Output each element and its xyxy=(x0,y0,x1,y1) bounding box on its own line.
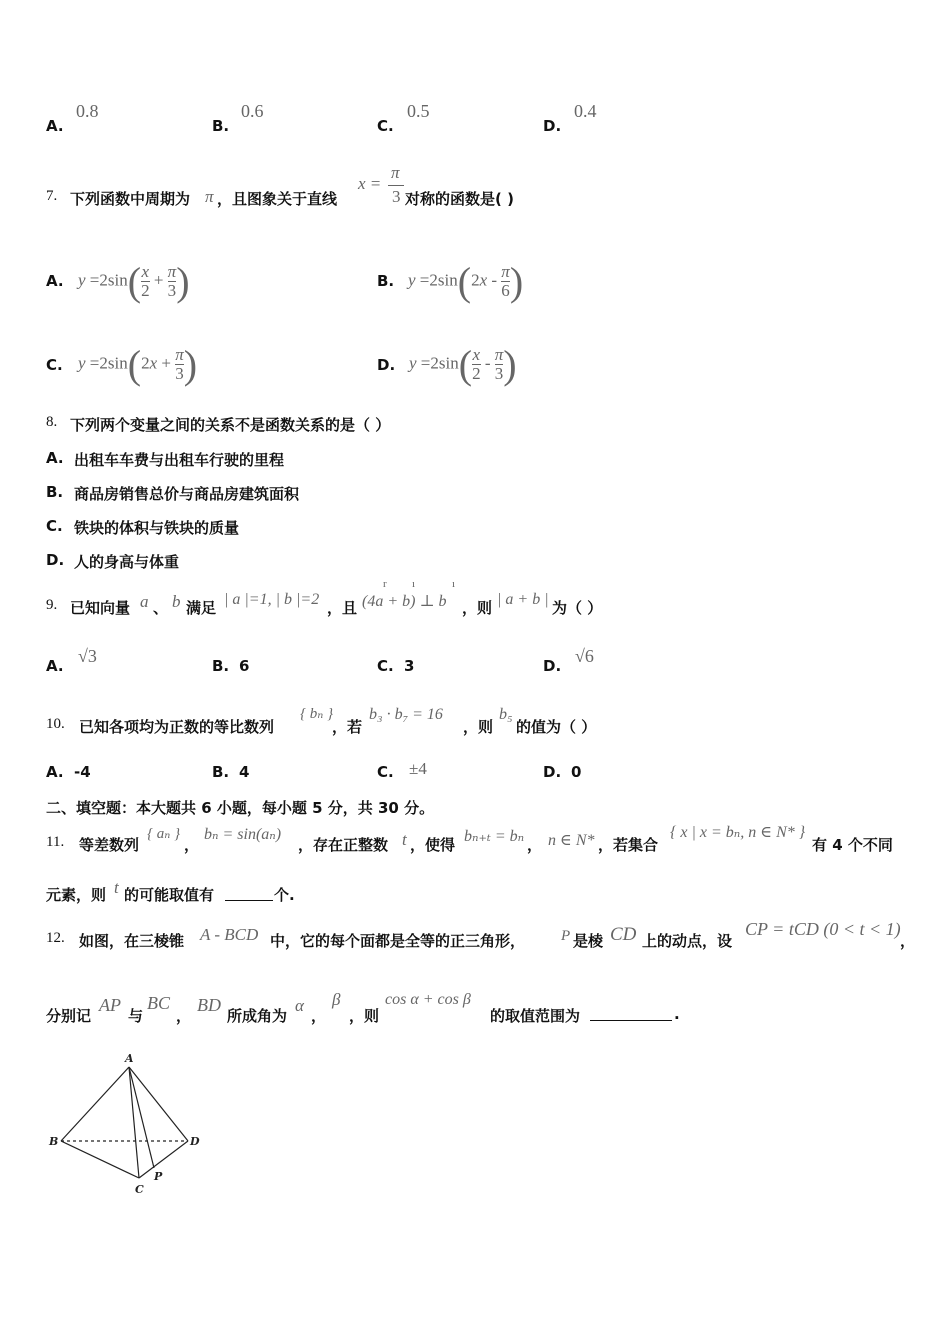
tetrahedron-figure xyxy=(40,1050,220,1200)
label-B: B xyxy=(49,1135,59,1148)
q9-arrow-b1: ı xyxy=(412,578,416,590)
q12-number: 12. xyxy=(46,930,65,946)
label-D: D xyxy=(190,1135,200,1148)
q11-line2-3: 个. xyxy=(274,886,295,904)
q7-number: 7. xyxy=(46,188,58,204)
q9-text-3: 满足 xyxy=(186,599,217,617)
q6-option-b-value: 0.6 xyxy=(241,101,264,121)
q10-text-4: 的值为（ ） xyxy=(516,718,597,736)
q9-vector-a: a xyxy=(140,592,149,611)
q9-text-2: 、 xyxy=(153,599,169,617)
q7-option-a-label: A. xyxy=(46,272,64,290)
q11-text-4: ，使得 xyxy=(410,836,456,854)
q8-option-d-text: 人的身高与体重 xyxy=(74,553,180,571)
q11-text-1: 等差数列 xyxy=(79,836,140,854)
section-2-heading: 二、填空题：本大题共 6 小题，每小题 5 分，共 30 分。 xyxy=(46,799,435,817)
edge-AB xyxy=(61,1067,129,1141)
q11-line2-1: 元素，则 xyxy=(46,886,107,904)
q9-expression: | a + b | xyxy=(497,591,549,608)
q11-text-2: ， xyxy=(184,836,200,854)
q12-line2-6: ，则 xyxy=(349,1007,380,1025)
q10-sequence: { bₙ } xyxy=(300,706,334,722)
q12-text-2: 中，它的每个面都是全等的正三角形， xyxy=(270,932,526,950)
q12-edge: CD xyxy=(610,924,637,945)
q11-t: t xyxy=(402,830,407,849)
q10-text-1: 已知各项均为正数的等比数列 xyxy=(79,718,275,736)
q10-option-b-label: B. xyxy=(212,763,230,781)
q7-option-d-formula: y =2sin( $\frac{x}{2}$ - $\frac{\pi}{3}$ ) xyxy=(409,342,517,387)
edge-AC xyxy=(129,1067,139,1178)
q11-text-3: ，存在正整数 xyxy=(298,836,389,854)
q10-option-c-label: C. xyxy=(377,763,394,781)
q6-option-c-label: C. xyxy=(377,117,394,135)
q12-line2-8: . xyxy=(674,1005,680,1023)
q12-BC: BC xyxy=(147,993,171,1013)
q9-option-c-value: 3 xyxy=(404,657,415,675)
q7-stem-1: 下列函数中周期为 xyxy=(70,190,191,208)
q8-option-d-label: D. xyxy=(46,551,65,569)
q9-option-d-value: √6 xyxy=(575,646,594,666)
q12-BD: BD xyxy=(197,995,221,1015)
q12-expression: cos α + cos β xyxy=(385,991,471,1008)
q12-alpha: α xyxy=(295,996,304,1015)
q7-stem-2: ，且图象关于直线 xyxy=(217,190,338,208)
q9-text-1: 已知向量 xyxy=(70,599,131,617)
q11-domain: n ∈ N* xyxy=(548,832,595,849)
q12-line2-3: ， xyxy=(176,1007,192,1025)
q12-line2-2: 与 xyxy=(128,1007,144,1025)
q7-line-num: π xyxy=(391,163,400,182)
q10-text-2: ，若 xyxy=(332,718,363,736)
q10-option-a-label: A. xyxy=(46,763,64,781)
q6-option-c-value: 0.5 xyxy=(407,101,430,121)
q11-line2-2: 的可能取值有 xyxy=(124,886,215,904)
q9-arrow-b2: ı xyxy=(452,578,456,590)
q9-option-c-label: C. xyxy=(377,657,394,675)
edge-BC xyxy=(61,1141,139,1178)
q8-option-a-label: A. xyxy=(46,449,64,467)
q7-option-d-label: D. xyxy=(377,356,396,374)
q10-equation: b₃ · b₇ = 16 xyxy=(369,706,443,723)
q12-solid: A - BCD xyxy=(200,925,259,944)
q11-answer-blank[interactable] xyxy=(225,886,273,901)
q6-option-a-value: 0.8 xyxy=(76,101,99,121)
q11-set: { x | x = bₙ, n ∈ N* } xyxy=(670,824,806,841)
q12-text-3: 是棱 xyxy=(573,932,604,950)
q7-pi: π xyxy=(205,187,214,206)
q11-text-6: ，若集合 xyxy=(598,836,659,854)
q11-definition: bₙ = sin(aₙ) xyxy=(204,826,282,843)
q7-option-c-formula: y =2sin(2x + $\frac{\pi}{3}$ ) xyxy=(78,342,198,387)
q12-text-5: ， xyxy=(900,932,916,950)
q8-number: 8. xyxy=(46,414,58,430)
label-A: A xyxy=(125,1052,134,1065)
q12-text-1: 如图，在三棱锥 xyxy=(79,932,185,950)
q12-line2-5: ， xyxy=(311,1007,327,1025)
q7-option-b-label: B. xyxy=(377,272,395,290)
q10-number: 10. xyxy=(46,716,65,732)
q7-option-c-label: C. xyxy=(46,356,63,374)
q6-option-d-value: 0.4 xyxy=(574,101,597,121)
edge-CD xyxy=(139,1141,188,1178)
q8-option-c-label: C. xyxy=(46,517,63,535)
q11-text-7: 有 4 个不同 xyxy=(812,836,893,854)
q9-number: 9. xyxy=(46,597,58,613)
q9-option-b-label: B. xyxy=(212,657,230,675)
q12-line2-1: 分别记 xyxy=(46,1007,92,1025)
q8-option-c-text: 铁块的体积与铁块的质量 xyxy=(74,519,240,537)
q6-option-a-label: A. xyxy=(46,117,64,135)
q10-option-d-value: 0 xyxy=(571,763,582,781)
q10-option-a-value: -4 xyxy=(74,763,91,781)
q10-text-3: ，则 xyxy=(463,718,494,736)
q9-text-5: ，则 xyxy=(462,599,493,617)
q12-answer-blank[interactable] xyxy=(590,1006,672,1021)
q12-AP: AP xyxy=(99,995,121,1015)
q7-line-den: 3 xyxy=(392,187,401,206)
q7-line-frac-bar xyxy=(388,185,404,186)
q9-text-4: ，且 xyxy=(327,599,358,617)
q9-text-6: 为（ ） xyxy=(552,599,603,617)
q10-option-b-value: 4 xyxy=(239,763,250,781)
q8-option-a-text: 出租车车费与出租车行驶的里程 xyxy=(74,451,285,469)
q12-P: P xyxy=(561,928,571,944)
q8-stem: 下列两个变量之间的关系不是函数关系的是（ ） xyxy=(70,416,391,434)
q9-option-b-value: 6 xyxy=(239,657,250,675)
q6-option-d-label: D. xyxy=(543,117,562,135)
q12-condition: CP = tCD (0 < t < 1) xyxy=(745,919,901,939)
q10-option-d-label: D. xyxy=(543,763,562,781)
q7-option-b-formula: y =2sin(2x - $\frac{\pi}{6}$ ) xyxy=(408,259,524,304)
q9-arrow-a: r xyxy=(383,578,387,590)
q6-option-b-label: B. xyxy=(212,117,230,135)
q12-line2-4: 所成角为 xyxy=(227,1007,288,1025)
q7-option-a-formula: y =2sin( $\frac{x}{2}$ + $\frac{\pi}{3}$ ) xyxy=(78,259,190,304)
q7-line-lhs: x = xyxy=(358,174,382,193)
q12-line2-7: 的取值范围为 xyxy=(490,1007,581,1025)
q11-number: 11. xyxy=(46,834,65,850)
q10-option-c-value: ±4 xyxy=(409,759,427,778)
q7-stem-3: 对称的函数是( ) xyxy=(405,190,514,208)
q9-option-a-label: A. xyxy=(46,657,64,675)
q9-perp: (4a + b) ⊥ b xyxy=(362,593,447,610)
q11-period: bₙ₊ₜ = bₙ xyxy=(464,828,525,845)
q12-text-4: 上的动点，设 xyxy=(642,932,733,950)
q8-option-b-label: B. xyxy=(46,483,64,501)
q9-vector-b: b xyxy=(172,592,181,611)
q9-condition: | a |=1, | b |=2 xyxy=(224,591,320,608)
q11-text-5: ， xyxy=(527,836,543,854)
q12-beta: β xyxy=(332,990,341,1009)
q9-option-d-label: D. xyxy=(543,657,562,675)
q11-sequence: { aₙ } xyxy=(147,826,181,842)
q9-option-a-value: √3 xyxy=(78,646,97,666)
q10-target: b₅ xyxy=(499,706,513,723)
q11-line2-t: t xyxy=(114,878,119,897)
label-P: P xyxy=(154,1170,163,1183)
label-C: C xyxy=(135,1183,144,1196)
q8-option-b-text: 商品房销售总价与商品房建筑面积 xyxy=(74,485,300,503)
